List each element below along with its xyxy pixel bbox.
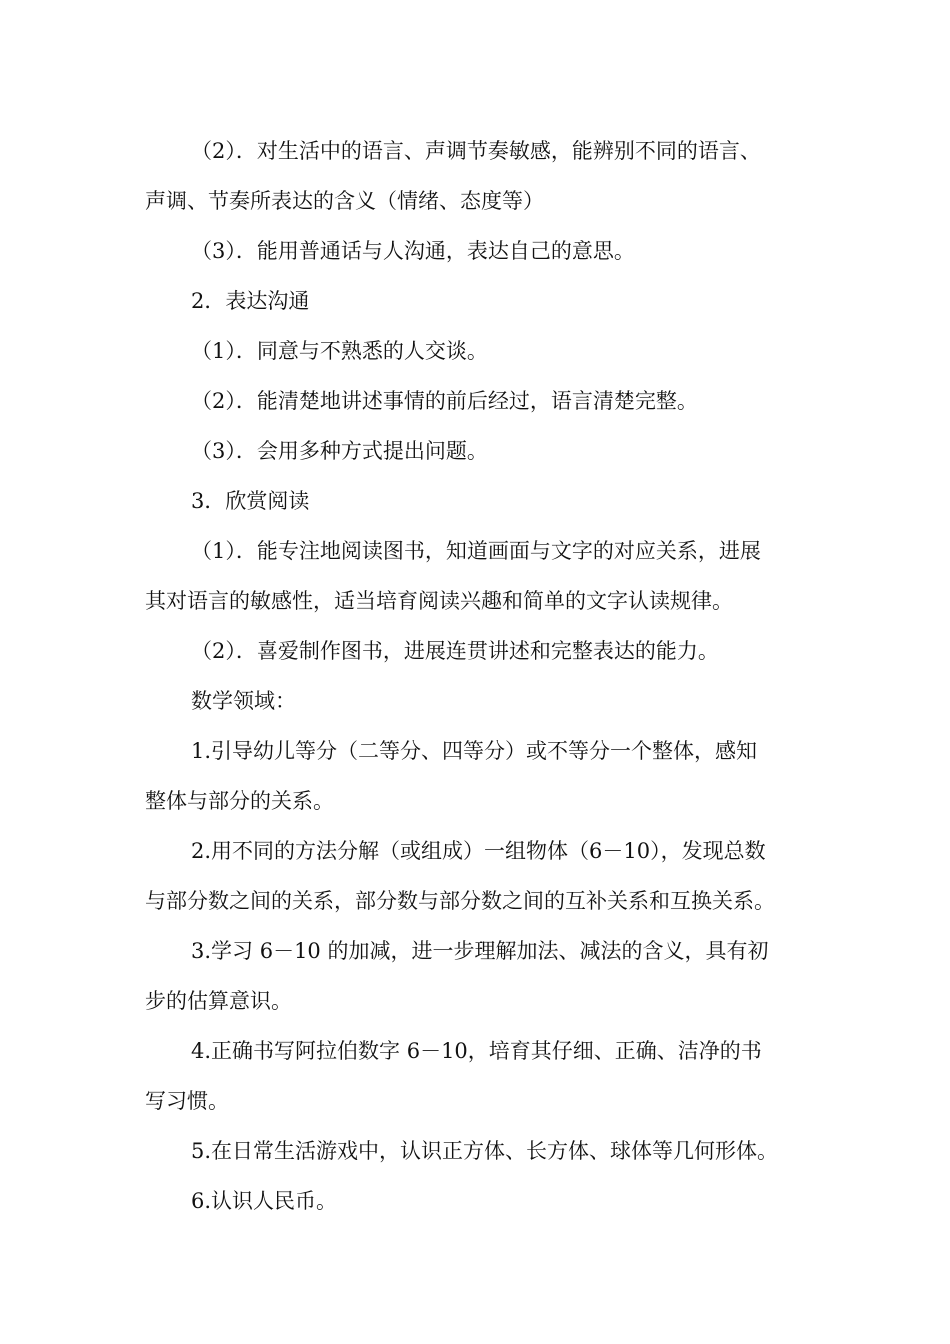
text-line: （2）．对生活中的语言、声调节奏敏感，能辨别不同的语言、 bbox=[191, 139, 761, 163]
text-line: （3）．能用普通话与人沟通，表达自己的意思。 bbox=[191, 239, 635, 263]
text-line: （1）．能专注地阅读图书，知道画面与文字的对应关系，进展 bbox=[191, 539, 761, 563]
section-heading: 3．欣赏阅读 bbox=[191, 489, 310, 513]
text-line: 3.学习 6－10 的加减，进一步理解加法、减法的含义，具有初 bbox=[191, 939, 769, 963]
section-heading: 数学领域： bbox=[191, 689, 296, 713]
text-line: 其对语言的敏感性，适当培育阅读兴趣和简单的文字认读规律。 bbox=[145, 589, 733, 613]
text-line: 5.在日常生活游戏中，认识正方体、长方体、球体等几何形体。 bbox=[191, 1139, 779, 1163]
text-line: 整体与部分的关系。 bbox=[145, 789, 334, 813]
text-line: （2）．能清楚地讲述事情的前后经过，语言清楚完整。 bbox=[191, 389, 698, 413]
text-line: 6.认识人民币。 bbox=[191, 1189, 338, 1213]
text-line: （3）．会用多种方式提出问题。 bbox=[191, 439, 488, 463]
text-line: 4.正确书写阿拉伯数字 6－10，培育其仔细、正确、洁净的书 bbox=[191, 1039, 762, 1063]
section-heading: 2．表达沟通 bbox=[191, 289, 310, 313]
text-line: 1.引导幼儿等分（二等分、四等分）或不等分一个整体，感知 bbox=[191, 739, 758, 763]
text-line: （1）．同意与不熟悉的人交谈。 bbox=[191, 339, 488, 363]
text-line: 与部分数之间的关系，部分数与部分数之间的互补关系和互换关系。 bbox=[145, 889, 775, 913]
text-line: （2）．喜爱制作图书，进展连贯讲述和完整表达的能力。 bbox=[191, 639, 719, 663]
text-line: 写习惯。 bbox=[145, 1089, 229, 1113]
text-line: 步的估算意识。 bbox=[145, 989, 292, 1013]
text-line: 声调、节奏所表达的含义（情绪、态度等） bbox=[145, 189, 544, 213]
text-line: 2.用不同的方法分解（或组成）一组物体（6－10），发现总数 bbox=[191, 839, 766, 863]
